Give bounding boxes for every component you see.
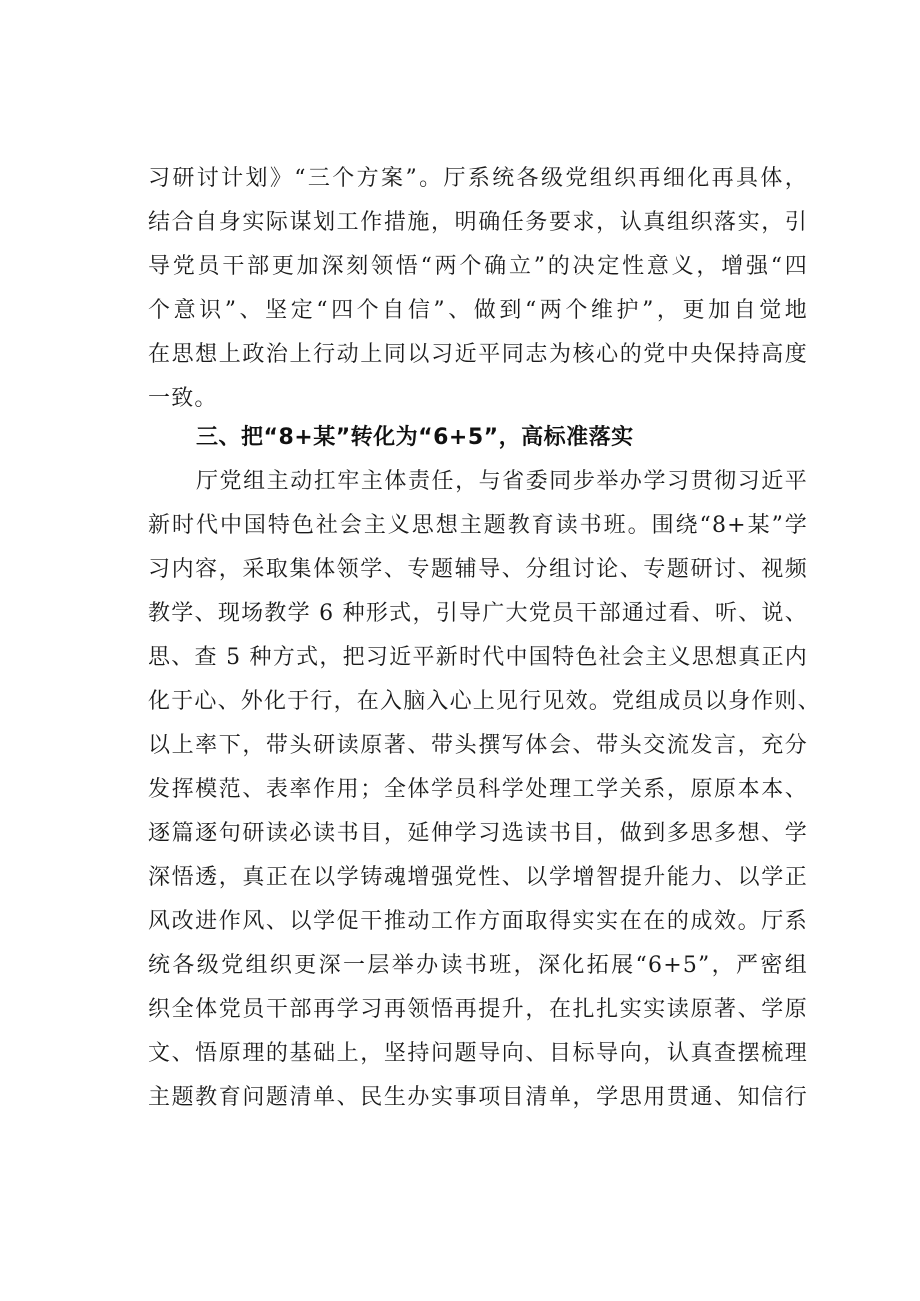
paragraph-line: 逐篇逐句研读必读书目，延伸学习选读书目，做到多思多想、学 xyxy=(148,821,808,846)
paragraph-2 xyxy=(148,460,821,1120)
paragraph-line: 一致。 xyxy=(148,386,218,411)
paragraph-line: 风改进作风、以学促干推动工作方面取得实实在在的成效。厅系 xyxy=(148,909,808,934)
paragraph-line: 习内容，采取集体领学、专题辅导、分组讨论、专题研讨、视频 xyxy=(148,557,808,582)
paragraph-line: 导党员干部更加深刻领悟“两个确立”的决定性意义，增强“四 xyxy=(148,254,808,279)
paragraph-line: 发挥模范、表率作用；全体学员科学处理工学关系，原原本本、 xyxy=(148,777,808,802)
paragraph-line: 化于心、外化于行，在入脑入心上见行见效。党组成员以身作则、 xyxy=(148,689,821,714)
paragraph-line: 深悟透，真正在以学铸魂增强党性、以学增智提升能力、以学正 xyxy=(148,865,808,890)
paragraph-line: 文、悟原理的基础上，坚持问题导向、目标导向，认真查摆梳理 xyxy=(148,1041,808,1066)
paragraph-line: 结合自身实际谋划工作措施，明确任务要求，认真组织落实，引 xyxy=(148,210,808,235)
paragraph-line: 教学、现场教学 6 种形式，引导广大党员干部通过看、听、说、 xyxy=(148,601,808,626)
paragraph-line: 主题教育问题清单、民生办实事项目清单，学思用贯通、知信行 xyxy=(148,1085,808,1110)
paragraph-line: 习研讨计划》“三个方案”。厅系统各级党组织再细化再具体， xyxy=(148,166,808,191)
paragraph-line: 在思想上政治上行动上同以习近平同志为核心的党中央保持高度 xyxy=(148,342,808,367)
paragraph-line: 织全体党员干部再学习再领悟再提升，在扎扎实实读原著、学原 xyxy=(148,997,808,1022)
paragraph-line: 个意识”、坚定“四个自信”、做到“两个维护”，更加自觉地 xyxy=(148,298,808,323)
paragraph-line: 思、查 5 种方式，把习近平新时代中国特色社会主义思想真正内 xyxy=(148,645,808,670)
paragraph-line: 以上率下，带头研读原著、带头撰写体会、带头交流发言，充分 xyxy=(148,733,808,758)
paragraph-line: 新时代中国特色社会主义思想主题教育读书班。围绕“8+某”学 xyxy=(148,513,808,538)
paragraph-line: 统各级党组织更深一层举办读书班，深化拓展“6+5”，严密组 xyxy=(148,953,808,978)
paragraph-line: 厅党组主动扛牢主体责任，与省委同步举办学习贯彻习近平 xyxy=(196,469,808,494)
paragraph-1 xyxy=(148,157,808,421)
section-heading: 三、把“8+某”转化为“6+5”，高标准落实 xyxy=(196,425,634,450)
